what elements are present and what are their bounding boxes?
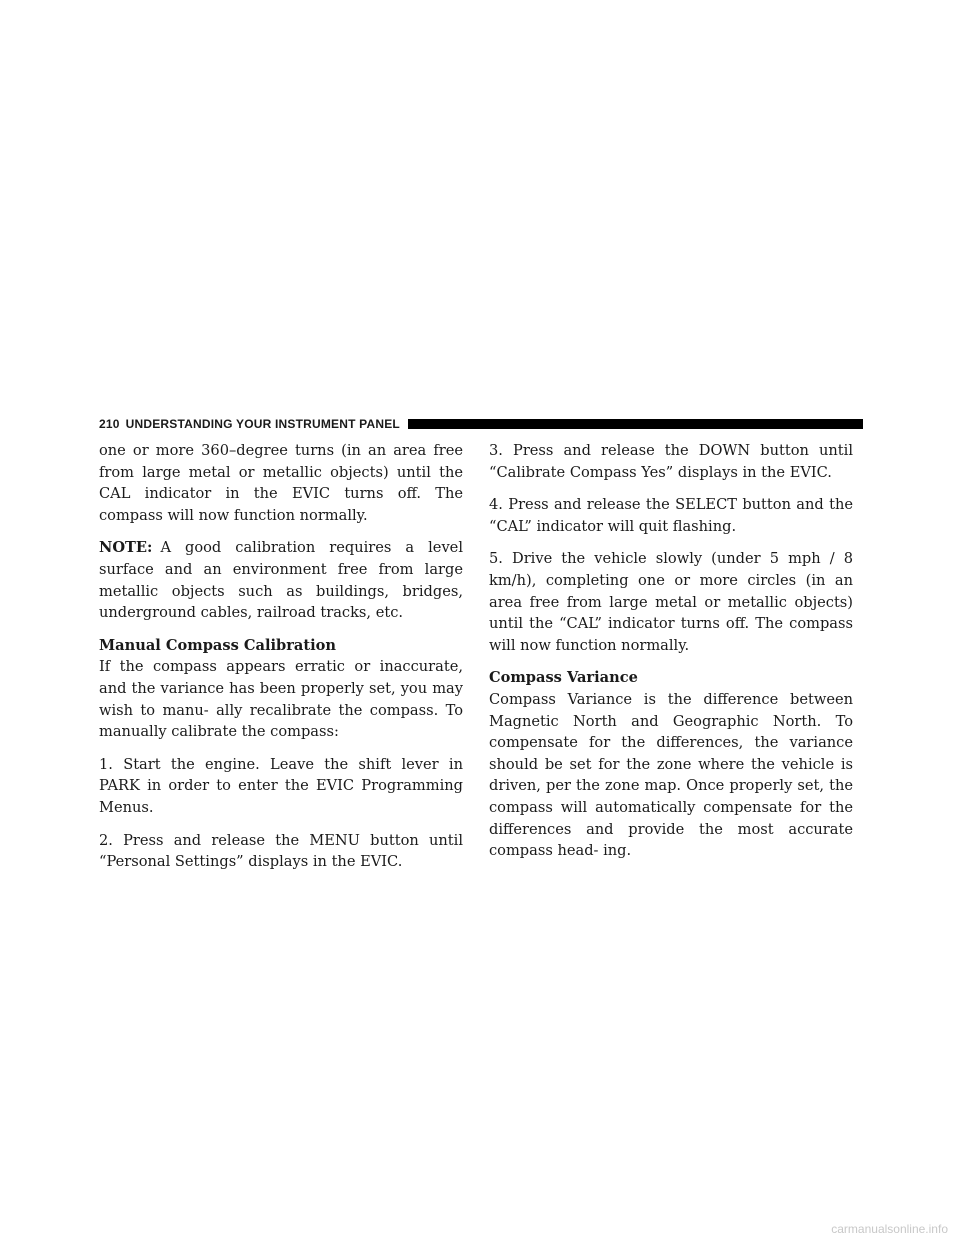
step-5: 5. Drive the vehicle slowly (under 5 mph / 8 km/h), completing one or more circles (in an area free from large metal or metallic objects) until the “CAL” indicator turns off. The compass will now function normally. [489, 550, 853, 654]
page-number: 210 [99, 417, 120, 431]
page-header [99, 417, 863, 431]
note-label: NOTE: [99, 539, 153, 557]
watermark-text: carmanualsonline.info [831, 1222, 948, 1236]
section-title: UNDERSTANDING YOUR INSTRUMENT PANEL [125, 417, 400, 431]
right-column [489, 440, 853, 873]
paragraph-manual-intro: If the compass appears erratic or inaccurate, and the variance has been properly set, you may wish to manu- ally recalibrate the compass. To manually calibrate the compass: [99, 658, 463, 741]
header-rule-bar [408, 419, 863, 429]
step-2: 2. Press and release the MENU button until “Personal Settings” displays in the EVIC. [99, 831, 463, 871]
heading-manual-compass-calibration: Manual Compass Calibration [99, 636, 337, 654]
paragraph-calibration-end: one or more 360–degree turns (in an area free from large metal or metallic objects) until the CAL indicator in the EVIC turns off. The compass will now function normally. [99, 442, 463, 524]
paragraph-compass-variance: Compass Variance is the difference between Magnetic North and Geographic North. To compensate for the differences, the variance should be set for the zone where the vehicle is driven, per the zone map. Once properly set, the compass will automatically compensate for the differences and provide the most accurate compass head- ing. [489, 690, 853, 860]
note-paragraph [99, 537, 463, 623]
left-column [99, 440, 463, 884]
heading-compass-variance: Compass Variance [489, 669, 638, 687]
note-text: A good calibration requires a level surface and an environment free from large metallic objects such as buildings, bridges, underground cables, railroad tracks, etc. [99, 539, 463, 622]
step-3: 3. Press and release the DOWN button until “Calibrate Compass Yes” displays in the EVIC. [489, 442, 853, 481]
step-4: 4. Press and release the SELECT button and the “CAL” indicator will quit flashing. [489, 496, 853, 535]
step-1: 1. Start the engine. Leave the shift lever in PARK in order to enter the EVIC Programming Menus. [99, 755, 463, 816]
